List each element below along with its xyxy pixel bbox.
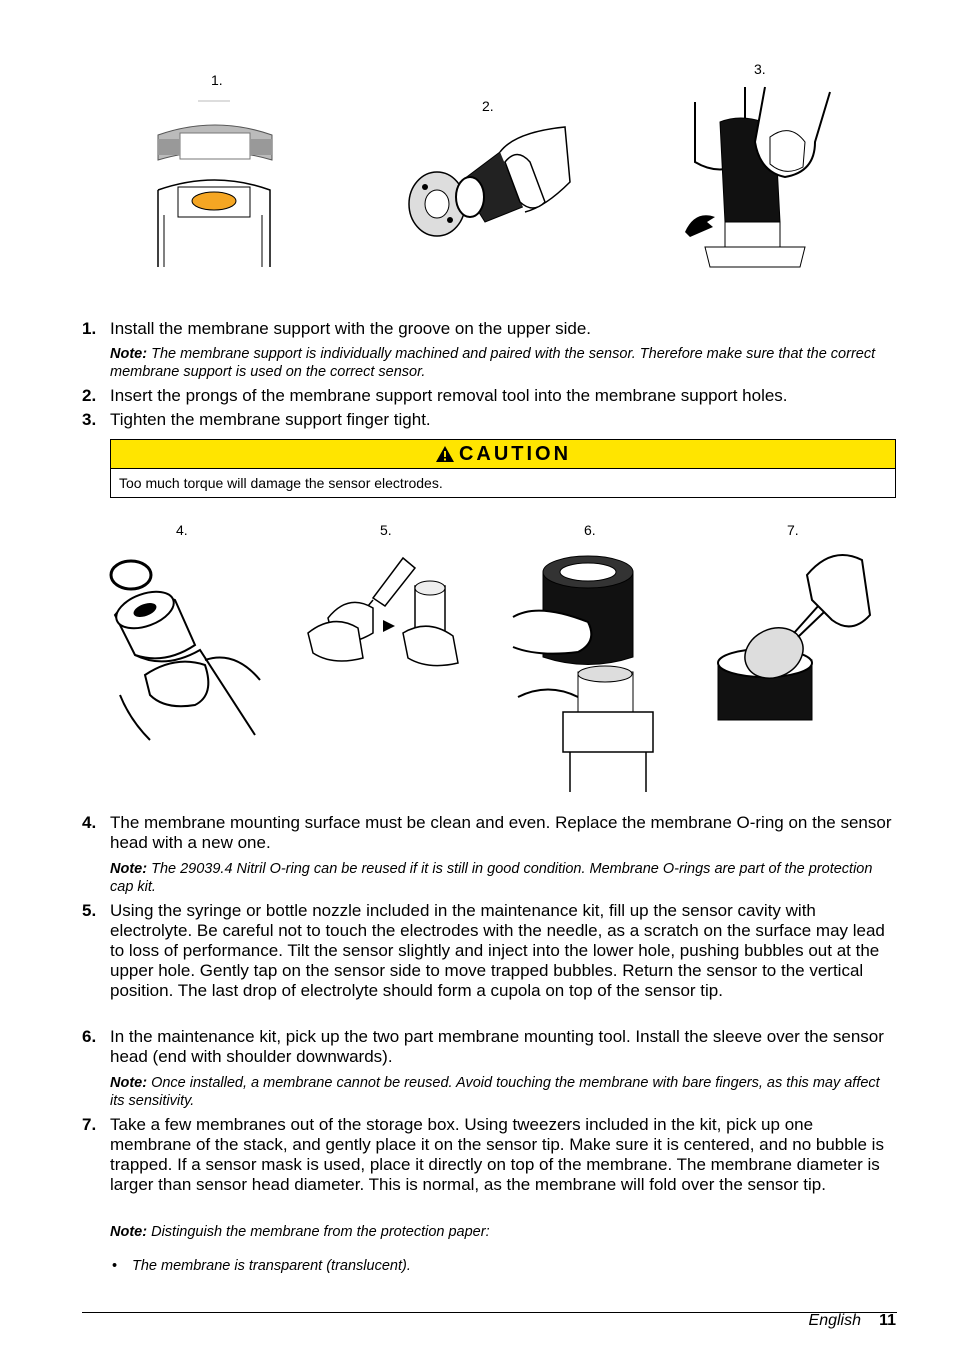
- figure-7-label: 7.: [787, 522, 799, 538]
- caution-title: CAUTION: [458, 442, 572, 465]
- figure-2-label: 2.: [482, 98, 494, 114]
- note-distinguish: [110, 1223, 890, 1241]
- finger-tighten-icon: [675, 82, 840, 277]
- step-number: 3.: [82, 410, 97, 429]
- membrane-support-icon: [150, 95, 280, 270]
- step-number: 5.: [82, 901, 97, 920]
- o-ring-icon: [105, 555, 265, 750]
- page-number: 11: [879, 1312, 896, 1329]
- step-number: 2.: [82, 386, 97, 405]
- figure-5-label: 5.: [380, 522, 392, 538]
- caution-box: [110, 439, 896, 498]
- step-text: Tighten the membrane support finger tight.: [110, 410, 431, 429]
- removal-tool-icon: [405, 122, 575, 247]
- bullet-text: The membrane is transparent (translucent).: [132, 1258, 411, 1274]
- figure-1-label: 1.: [211, 72, 223, 88]
- step-text: Install the membrane support with the groove on the upper side.: [110, 319, 592, 338]
- note-label: Note:: [110, 1075, 148, 1091]
- note-label: Note:: [110, 861, 148, 877]
- figure-3-label: 3.: [754, 61, 766, 77]
- note-text: Distinguish the membrane from the protection paper:: [147, 1224, 490, 1240]
- warning-triangle-icon: [435, 445, 455, 463]
- step-text: In the maintenance kit, pick up the two part membrane mounting tool. Install the sleeve over the sensor head (end with shoulder downwards).: [110, 1027, 884, 1066]
- note-text: The membrane support is individually machined and paired with the sensor. Therefore make sure that the correct membrane support is used on the correct sensor.: [110, 346, 876, 380]
- tweezers-membrane-icon: [712, 545, 872, 725]
- note-membrane-reuse: [110, 1074, 890, 1110]
- note-text: The 29039.4 Nitril O-ring can be reused if it is still in good condition. Membrane O-rings are part of the protection cap kit.: [110, 861, 873, 895]
- caution-text: Too much torque will damage the sensor electrodes.: [119, 475, 443, 491]
- note-label: Note:: [110, 346, 148, 362]
- step-number: 1.: [82, 319, 97, 338]
- step-number: 6.: [82, 1027, 97, 1046]
- step-text: Take a few membranes out of the storage box. Using tweezers included in the kit, pick up one membrane of the stack, and gently place it on the sensor tip. Make sure it is centered, and no bubble is trapped. If a sensor mask is used, place it directly on top of the membrane. The membrane diameter is larger than sensor head diameter. This is normal, as the membrane will fold over the sensor tip.: [110, 1115, 884, 1194]
- caution-header: [111, 440, 895, 469]
- step-number: 4.: [82, 813, 97, 832]
- step-text: The membrane mounting surface must be clean and even. Replace the membrane O-ring on the sensor head with a new one.: [110, 813, 892, 852]
- mounting-sleeve-icon: [508, 547, 668, 792]
- note-o-ring: [110, 860, 890, 896]
- footer-rule: [82, 1312, 897, 1313]
- figure-6-label: 6.: [584, 522, 596, 538]
- step-text: Using the syringe or bottle nozzle included in the maintenance kit, fill up the sensor cavity with electrolyte. Be careful not to touch the electrodes with the needle, as a scratch on the surface may lead to loss of performance. Tilt the sensor slightly and inject into the lower hole, pushing bubbles out at the upper hole. Gently tap on the sensor side to move trapped bubbles. Return the sensor to the vertical position. The last drop of electrolyte should form a cupola on top of the sensor tip.: [110, 901, 885, 1000]
- figure-4-label: 4.: [176, 522, 188, 538]
- note-text: Once installed, a membrane cannot be reused. Avoid touching the membrane with bare fingers, as this may affect its sensitivity.: [110, 1075, 880, 1109]
- step-text: Insert the prongs of the membrane support removal tool into the membrane support holes.: [110, 386, 788, 405]
- note-label: Note:: [110, 1224, 148, 1240]
- step-number: 7.: [82, 1115, 97, 1134]
- bullet-mark: •: [112, 1258, 118, 1274]
- note-membrane-support: [110, 345, 890, 381]
- syringe-icon: [303, 548, 468, 668]
- footer-language: English: [808, 1312, 861, 1329]
